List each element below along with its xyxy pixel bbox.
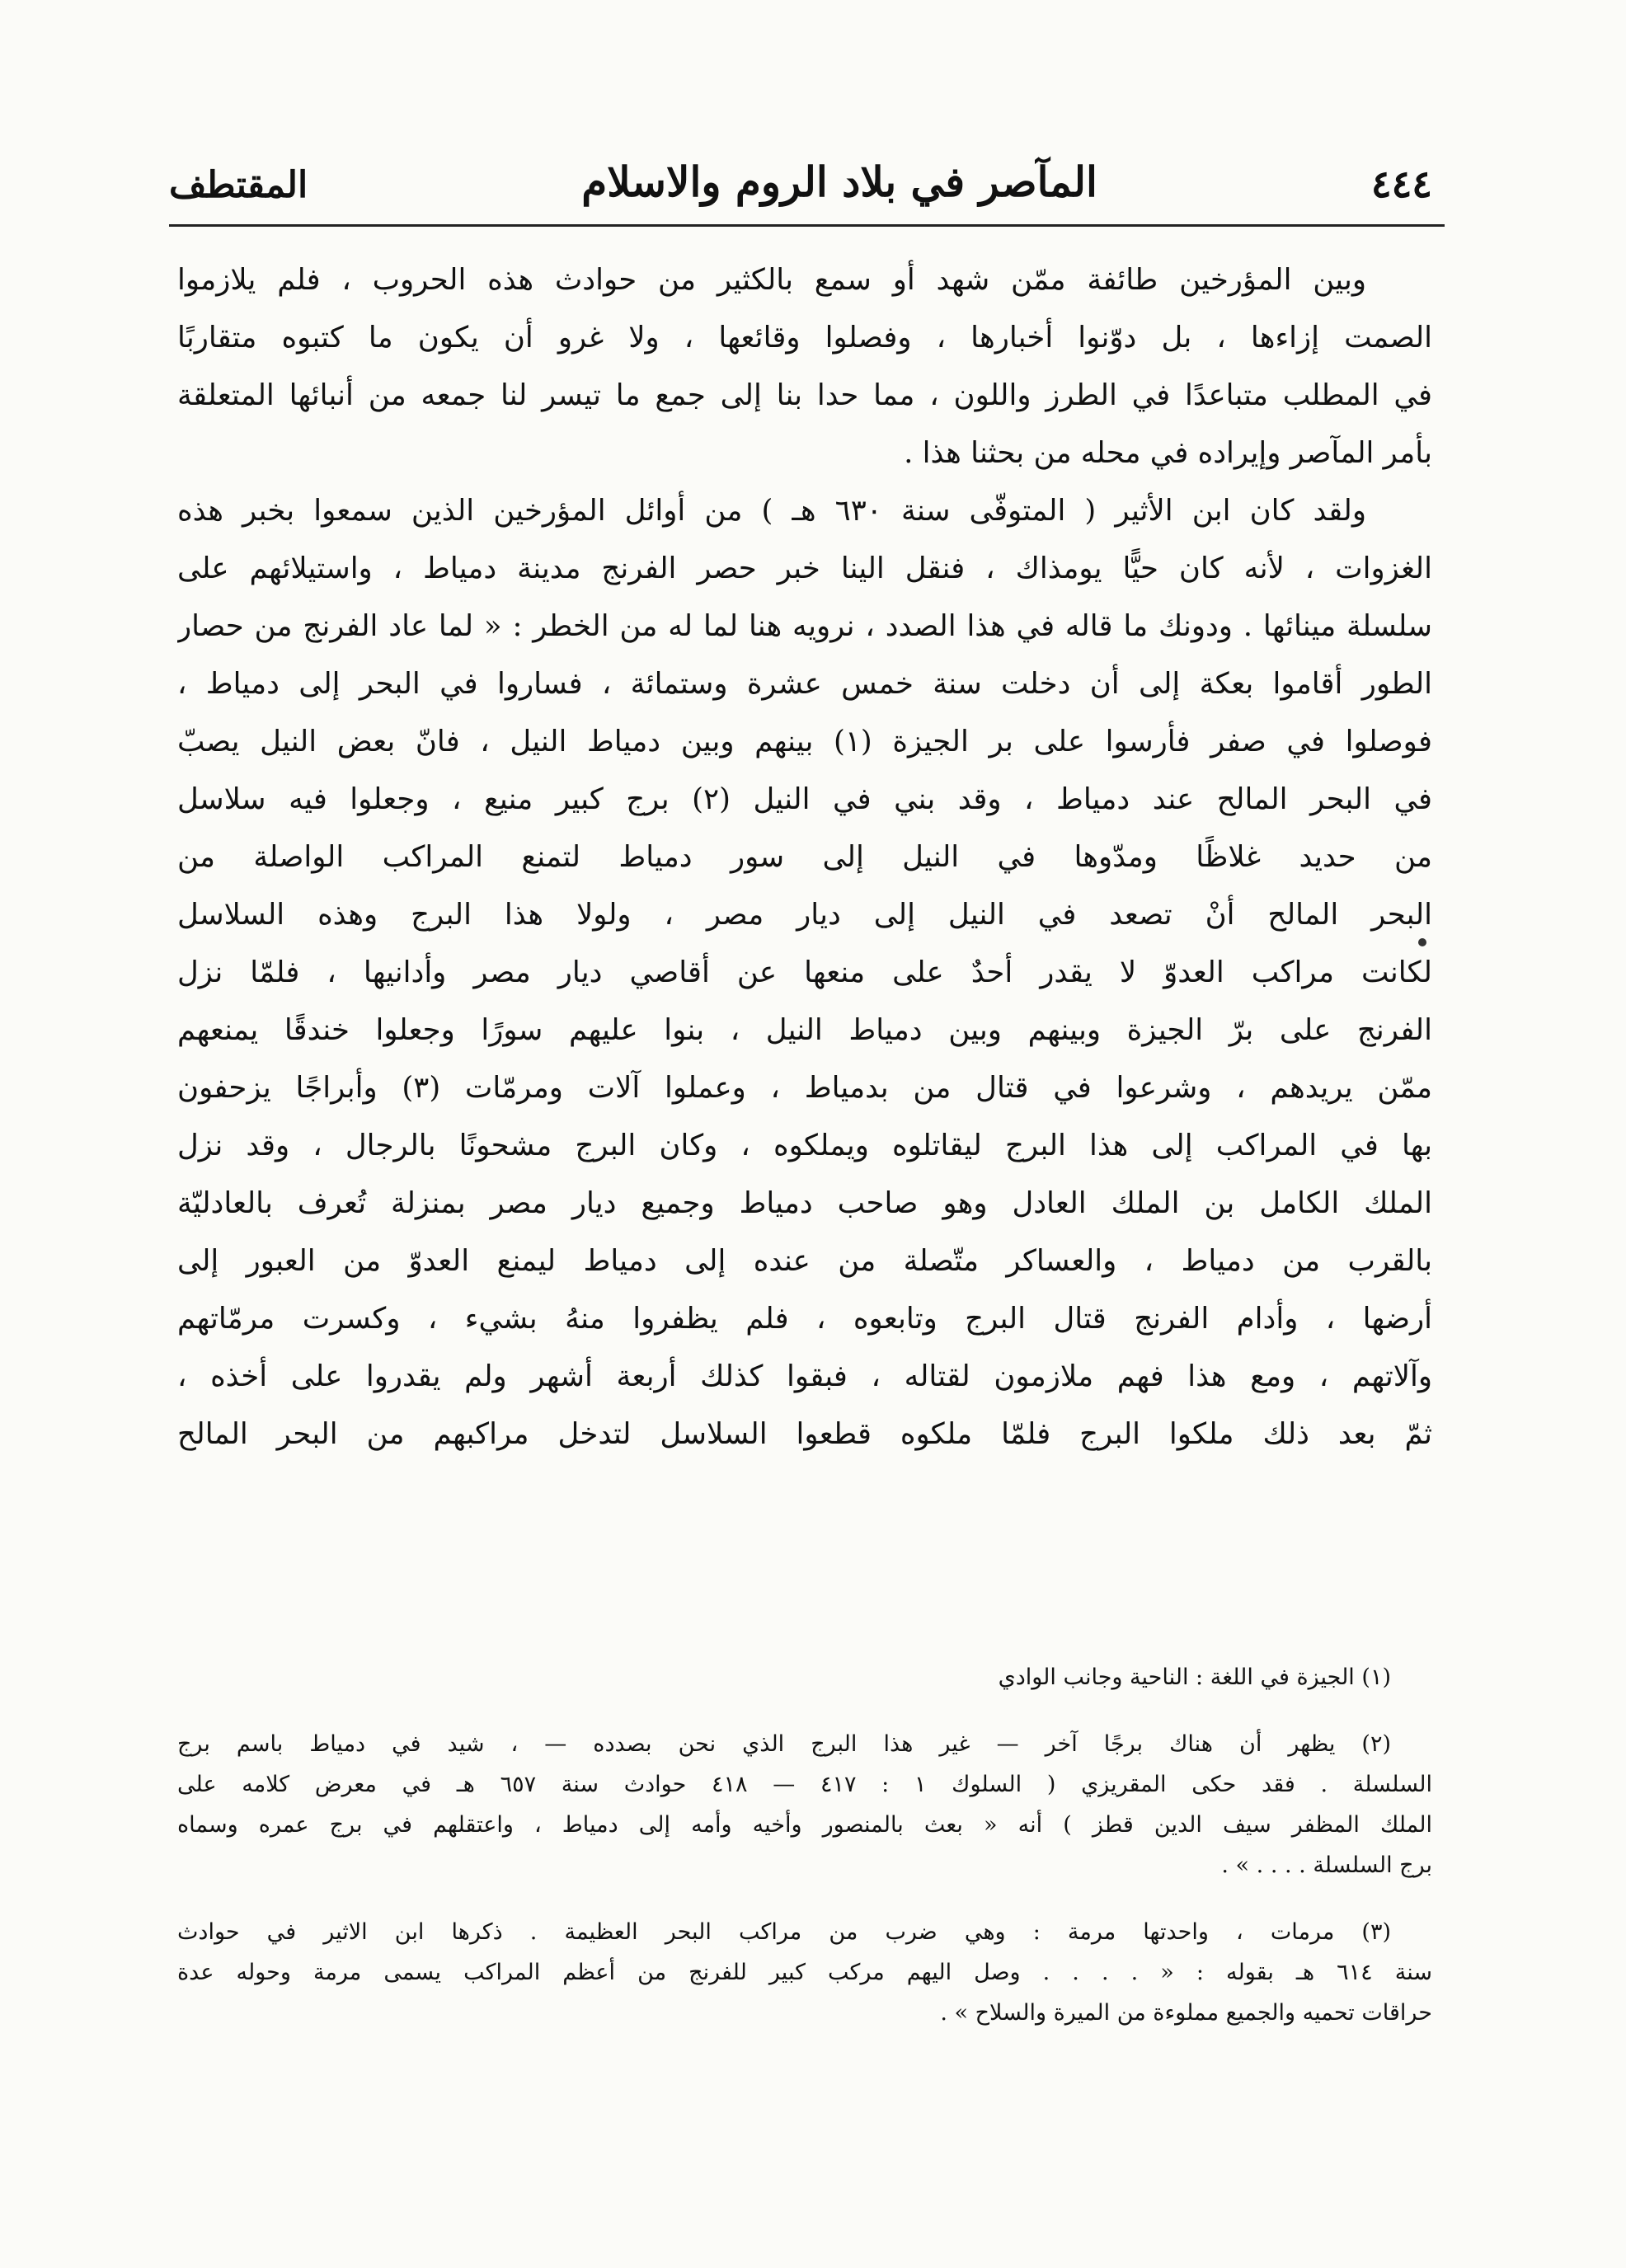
- body-line: الفرنج على برّ الجيزة وبينهم وبين دمياط النيل ، بنوا عليهم سورًا وجعلوا خندقًا يمنعهم: [177, 1013, 1432, 1047]
- body-line: الطور أقاموا بعكة إلى أن دخلت سنة خمس عشرة وستمائة ، فساروا في البحر إلى دمياط ،: [177, 667, 1432, 701]
- body-line: بها في المراكب إلى هذا البرج ليقاتلوه ويملكوه ، وكان البرج مشحونًا بالرجال ، وقد نزل: [177, 1129, 1432, 1162]
- body-line: الصمت إزاءها ، بل دوّنوا أخبارها ، وفصلوا وقائعها ، ولا غرو أن يكون ما كتبوه متقاربًا: [177, 321, 1432, 355]
- journal-name: المقتطف: [169, 164, 308, 206]
- footnote-3-line: حراقات تحميه والجميع مملوءة من الميرة والسلاح » .: [940, 2000, 1432, 2026]
- body-line: سلسلة مينائها . ودونك ما قاله في هذا الصدد ، نرويه هنا لما له من الخطر : « لما عاد الفرنج من حصار: [177, 609, 1432, 643]
- footnotes: [177, 1657, 1432, 2033]
- body-line: في المطلب متباعدًا في الطرز واللون ، مما حدا بنا إلى جمع ما تيسر لنا جمعه من أنبائها المتعلقة: [177, 378, 1432, 412]
- footnote-3: (٣) مرمات ، واحدتها مرمة : وهي ضرب من مراكب البحر العظيمة . ذكرها ابن الاثير في حوادث: [177, 1919, 1391, 1945]
- body-line: الغزوات ، لأنه كان حيًّا يومذاك ، فنقل الينا خبر حصر الفرنج مدينة دمياط ، واستيلائهم على: [177, 552, 1432, 585]
- running-title: المآصر في بلاد الروم والاسلام: [581, 157, 1097, 206]
- body-line: وبين المؤرخين طائفة ممّن شهد أو سمع بالكثير من حوادث هذه الحروب ، فلم يلازموا: [177, 263, 1366, 297]
- body-line: لكانت مراكب العدوّ لا يقدر أحدٌ على منعها عن أقاصي ديار مصر وأدانيها ، فلمّا نزل: [177, 956, 1432, 989]
- footnote-2-line: الملك المظفر سيف الدين قطز ) أنه « بعث بالمنصور وأخيه وأمه إلى دمياط ، واعتقلهم في برج عمره وسماه: [177, 1812, 1432, 1838]
- footnote-2-line: برج السلسلة . . . . » .: [1221, 1852, 1432, 1878]
- body-line: بأمر المآصر وإيراده في محله من بحثنا هذا .: [904, 436, 1432, 470]
- body-line: ثمّ بعد ذلك ملكوا البرج فلمّا ملكوه قطعوا السلاسل لتدخل مراكبهم من البحر المالح: [177, 1417, 1432, 1451]
- header-rule: [169, 224, 1445, 227]
- body-line: أرضها ، وأدام الفرنج قتال البرج وتابعوه ، فلم يظفروا منهُ بشيء ، وكسرت مرمّاتهم: [177, 1302, 1432, 1336]
- body-line: فوصلوا في صفر فأرسوا على بر الجيزة (١) بينهم وبين دمياط النيل ، فانّ بعض النيل يصبّ: [177, 725, 1432, 758]
- footnote-1: (١) الجيزة في اللغة : الناحية وجانب الوادي: [998, 1665, 1391, 1690]
- footnote-2-line: السلسلة . فقد حكى المقريزي ( السلوك ١ : ٤١٧ — ٤١٨ حوادث سنة ٦٥٧ هـ في معرض كلامه على: [177, 1772, 1432, 1797]
- body-line: ولقد كان ابن الأثير ( المتوفّى سنة ٦٣٠ هـ ) من أوائل المؤرخين الذين سمعوا بخبر هذه: [177, 494, 1367, 528]
- body-line: الملك الكامل بن الملك العادل وهو صاحب دمياط وجميع ديار مصر بمنزلة تُعرف بالعادليّة: [177, 1186, 1432, 1220]
- page-number: ٤٤٤: [1370, 162, 1432, 206]
- body-line: وآلاتهم ، ومع هذا فهم ملازمون لقتاله ، فبقوا كذلك أربعة أشهر ولم يقدروا على أخذه ،: [177, 1359, 1432, 1393]
- body-line: في البحر المالح عند دمياط ، وقد بني في النيل (٢) برج كبير منيع ، وجعلوا فيه سلاسل: [177, 782, 1432, 816]
- margin-mark: [1418, 938, 1426, 946]
- page-header: [169, 132, 1432, 206]
- body-line: ممّن يريدهم ، وشرعوا في قتال من بدمياط ، وعملوا آلات ومرمّات (٣) وأبراجًا يزحفون: [177, 1071, 1432, 1105]
- body-text: [177, 251, 1432, 1463]
- body-line: بالقرب من دمياط ، والعساكر متّصلة من عنده إلى دمياط ليمنع العدوّ من العبور إلى: [177, 1244, 1432, 1278]
- footnote-2: (٢) يظهر أن هناك برجًا آخر — غير هذا البرج الذي نحن بصدده — ، شيد في دمياط باسم برج: [177, 1731, 1391, 1757]
- footnote-3-line: سنة ٦١٤ هـ بقوله : « . . . . وصل اليهم مركب كبير للفرنج من أعظم المراكب يسمى مرمة وحوله عدة: [177, 1960, 1432, 1985]
- body-line: البحر المالح أنْ تصعد في النيل إلى ديار مصر ، ولولا هذا البرج وهذه السلاسل: [177, 898, 1432, 932]
- body-line: من حديد غلاظًا ومدّوها في النيل إلى سور دمياط لتمنع المراكب الواصلة من: [177, 840, 1432, 874]
